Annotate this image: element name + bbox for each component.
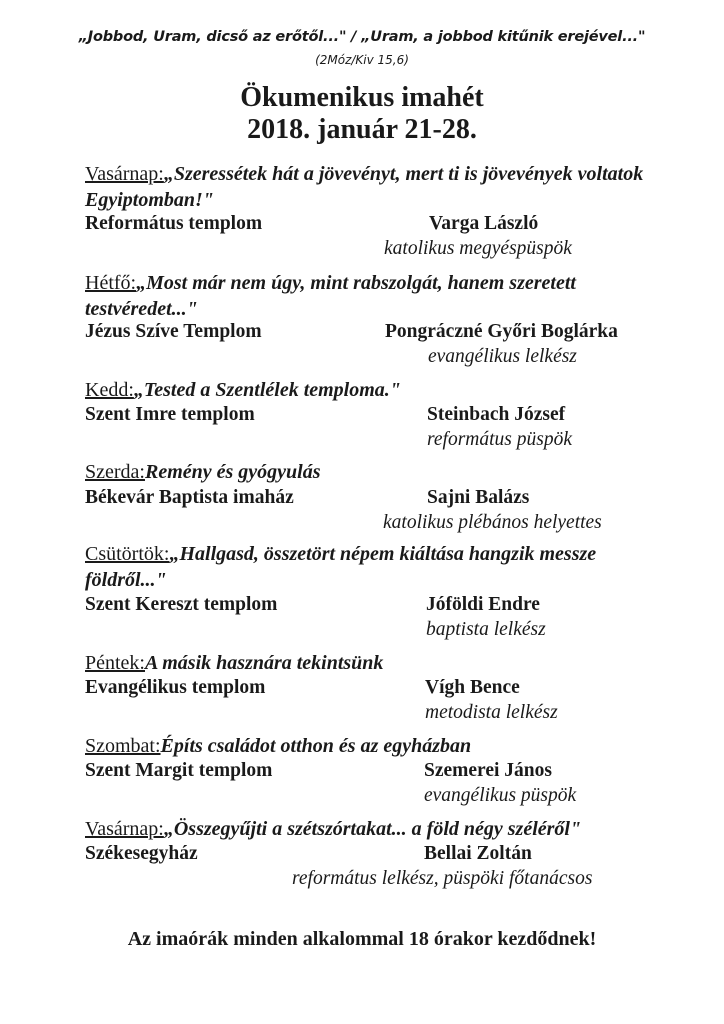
day-theme: „Most már nem úgy, mint rabszolgát, hanem szeretett testvéredet..." xyxy=(85,272,576,320)
day-name: Kedd: xyxy=(85,379,134,401)
day-name: Szombat: xyxy=(85,735,161,757)
motto-quote: „Jobbod, Uram, dicső az erőtől..." / „Uram, a jobbod kitűnik erejével..." xyxy=(78,29,646,45)
day-heading-friday xyxy=(85,650,665,676)
day-name: Vasárnap: xyxy=(85,818,164,840)
day-theme: Építs családot otthon és az egyházban xyxy=(160,735,472,757)
day-theme: „Tested a Szentlélek temploma." xyxy=(133,379,401,401)
day-heading-monday xyxy=(85,270,665,322)
preacher-name: Szemerei János xyxy=(424,760,552,781)
day-theme: „Szeressétek hát a jövevényt, mert ti is jövevények voltatok Egyiptomban!" xyxy=(85,163,644,211)
footer-note: Az imaórák minden alkalommal 18 órakor kezdődnek! xyxy=(127,928,597,950)
church-name: Szent Margit templom xyxy=(85,760,273,781)
preacher-role: katolikus megyéspüspök xyxy=(384,238,572,259)
preacher-name: Jóföldi Endre xyxy=(426,594,540,615)
preacher-role: evangélikus püspök xyxy=(424,785,577,806)
motto-reference: (2Móz/Kiv 15,6) xyxy=(315,53,409,67)
day-name: Péntek: xyxy=(85,652,145,674)
preacher-role: metodista lelkész xyxy=(425,702,558,723)
preacher-name: Bellai Zoltán xyxy=(424,843,532,864)
day-name: Szerda: xyxy=(85,461,145,483)
preacher-name: Varga László xyxy=(429,213,539,234)
preacher-name: Pongráczné Győri Boglárka xyxy=(385,321,618,342)
preacher-role: evangélikus lelkész xyxy=(428,346,577,367)
page-date-range: 2018. január 21-28. xyxy=(247,114,477,145)
day-heading-sunday-1 xyxy=(85,161,665,213)
preacher-role: református lelkész, püspöki főtanácsos xyxy=(292,868,593,889)
church-name: Székesegyház xyxy=(85,843,198,864)
day-theme: „Hallgasd, összetört népem kiáltása hangzik messze földről..." xyxy=(85,543,597,591)
preacher-name: Steinbach József xyxy=(427,404,566,425)
church-name: Szent Imre templom xyxy=(85,404,255,425)
church-name: Evangélikus templom xyxy=(85,677,266,698)
day-heading-thursday xyxy=(85,541,665,593)
day-name: Vasárnap: xyxy=(85,163,164,185)
church-name: Református templom xyxy=(85,213,263,234)
day-heading-wednesday xyxy=(85,459,665,485)
preacher-role: katolikus plébános helyettes xyxy=(383,512,602,533)
day-theme: „Összegyűjti a szétszórtakat... a föld négy széléről" xyxy=(163,818,582,840)
preacher-name: Sajni Balázs xyxy=(427,487,530,508)
preacher-role: református püspök xyxy=(427,429,572,450)
day-heading-tuesday xyxy=(85,377,665,403)
preacher-name: Vígh Bence xyxy=(425,677,520,698)
church-name: Szent Kereszt templom xyxy=(85,594,278,615)
day-heading-sunday-2 xyxy=(85,816,665,842)
church-name: Jézus Szíve Templom xyxy=(85,321,262,342)
preacher-role: baptista lelkész xyxy=(426,619,546,640)
day-name: Csütörtök: xyxy=(85,543,170,565)
day-heading-saturday xyxy=(85,733,665,759)
day-theme: A másik hasznára tekintsünk xyxy=(145,652,384,674)
page-title: Ökumenikus imahét xyxy=(240,82,484,113)
church-name: Békevár Baptista imaház xyxy=(85,487,294,508)
day-name: Hétfő: xyxy=(85,272,137,294)
day-theme: Remény és gyógyulás xyxy=(144,461,321,483)
